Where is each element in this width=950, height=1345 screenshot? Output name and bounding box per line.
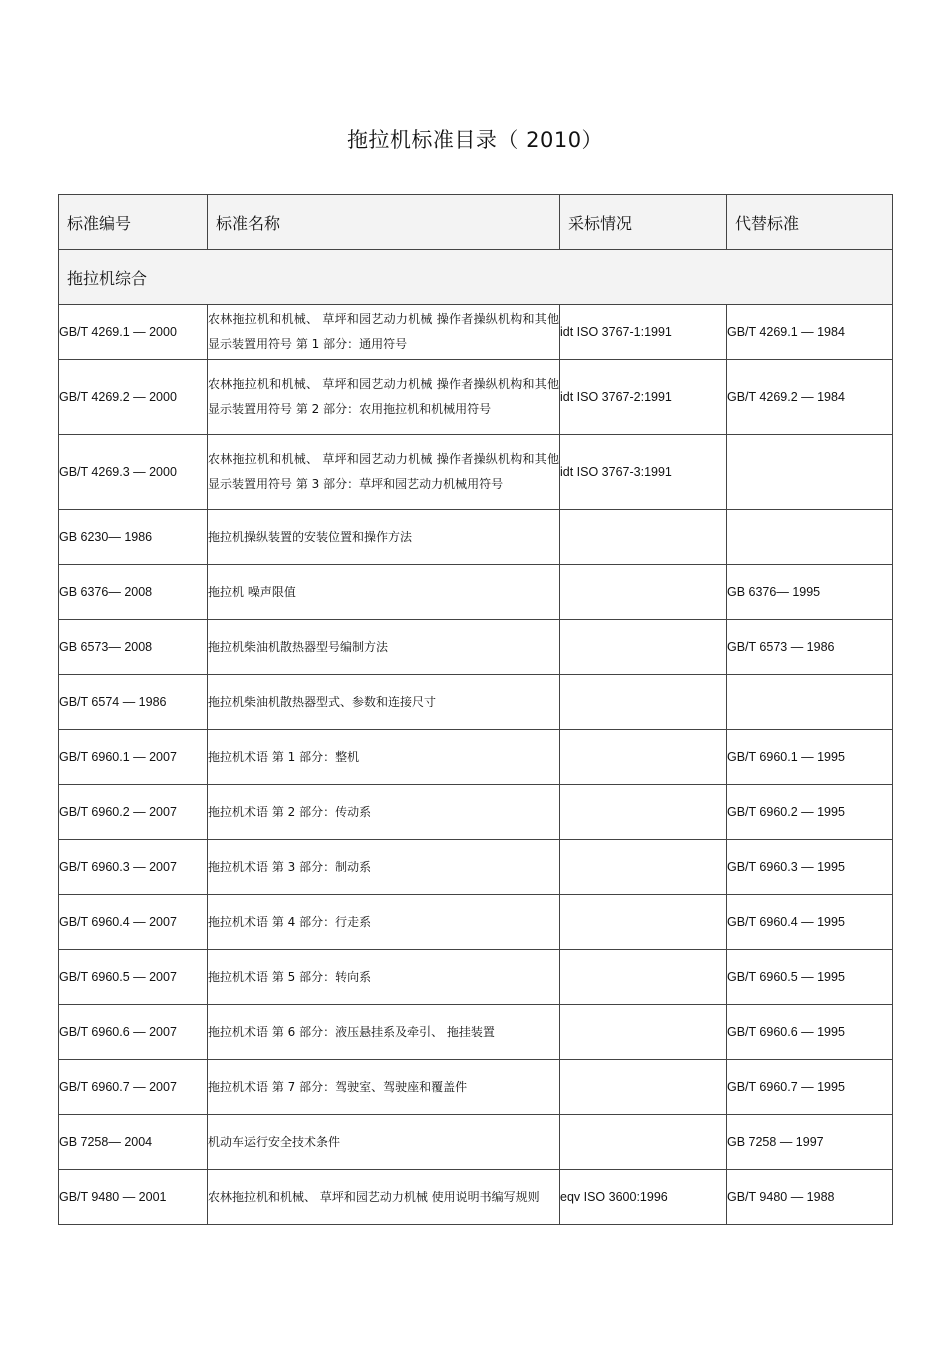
standard-code: GB/T 6960.4 — 2007 — [59, 895, 208, 950]
replaced-standard: GB 6376— 1995 — [727, 565, 893, 620]
standard-code: GB/T 6960.5 — 2007 — [59, 950, 208, 1005]
header-replaces: 代替标准 — [727, 195, 893, 250]
table-row — [59, 895, 893, 950]
standard-name: 拖拉机柴油机散热器型号编制方法 — [208, 620, 560, 675]
adoption-status — [560, 675, 727, 730]
standard-code: GB 6376— 2008 — [59, 565, 208, 620]
adoption-status: idt ISO 3767-3:1991 — [560, 435, 727, 510]
standard-code: GB/T 4269.1 — 2000 — [59, 305, 208, 360]
standard-name: 拖拉机术语 第 5 部分：转向系 — [208, 950, 560, 1005]
table-row — [59, 1115, 893, 1170]
standard-name: 农林拖拉机和机械、 草坪和园艺动力机械 操作者操纵机构和其他显示装置用符号 第 1 部分：通用符号 — [208, 305, 560, 360]
standard-code: GB 7258— 2004 — [59, 1115, 208, 1170]
adoption-status: idt ISO 3767-1:1991 — [560, 305, 727, 360]
table-row — [59, 1005, 893, 1060]
replaced-standard — [727, 510, 893, 565]
table-row — [59, 730, 893, 785]
replaced-standard: GB/T 9480 — 1988 — [727, 1170, 893, 1225]
replaced-standard: GB/T 4269.2 — 1984 — [727, 360, 893, 435]
table-row — [59, 620, 893, 675]
standard-name: 拖拉机术语 第 6 部分：液压悬挂系及牵引、 拖挂装置 — [208, 1005, 560, 1060]
table-row — [59, 435, 893, 510]
replaced-standard: GB/T 6960.3 — 1995 — [727, 840, 893, 895]
standard-code: GB 6230— 1986 — [59, 510, 208, 565]
adoption-status — [560, 785, 727, 840]
header-name: 标准名称 — [208, 195, 560, 250]
standard-code: GB/T 6574 — 1986 — [59, 675, 208, 730]
table-row — [59, 785, 893, 840]
replaced-standard: GB/T 6960.1 — 1995 — [727, 730, 893, 785]
standard-name: 拖拉机术语 第 3 部分：制动系 — [208, 840, 560, 895]
table-row — [59, 360, 893, 435]
standard-code: GB/T 6960.7 — 2007 — [59, 1060, 208, 1115]
table-row — [59, 950, 893, 1005]
section-title: 拖拉机综合 — [59, 250, 893, 305]
replaced-standard: GB/T 6960.6 — 1995 — [727, 1005, 893, 1060]
replaced-standard: GB 7258 — 1997 — [727, 1115, 893, 1170]
adoption-status — [560, 1060, 727, 1115]
replaced-standard: GB/T 6960.4 — 1995 — [727, 895, 893, 950]
standard-code: GB/T 4269.2 — 2000 — [59, 360, 208, 435]
document-title: 拖拉机标准目录（ 2010） — [346, 128, 604, 152]
section-row — [59, 250, 893, 305]
standard-code: GB/T 6960.2 — 2007 — [59, 785, 208, 840]
standard-code: GB/T 6960.3 — 2007 — [59, 840, 208, 895]
header-adoption: 采标情况 — [560, 195, 727, 250]
adoption-status — [560, 620, 727, 675]
replaced-standard: GB/T 6573 — 1986 — [727, 620, 893, 675]
replaced-standard: GB/T 6960.5 — 1995 — [727, 950, 893, 1005]
adoption-status — [560, 730, 727, 785]
standard-code: GB/T 9480 — 2001 — [59, 1170, 208, 1225]
replaced-standard: GB/T 6960.2 — 1995 — [727, 785, 893, 840]
standard-name: 农林拖拉机和机械、 草坪和园艺动力机械 操作者操纵机构和其他显示装置用符号 第 3 部分：草坪和园艺动力机械用符号 — [208, 435, 560, 510]
replaced-standard — [727, 675, 893, 730]
adoption-status: idt ISO 3767-2:1991 — [560, 360, 727, 435]
table-row — [59, 1170, 893, 1225]
standard-name: 农林拖拉机和机械、 草坪和园艺动力机械 操作者操纵机构和其他显示装置用符号 第 2 部分：农用拖拉机和机械用符号 — [208, 360, 560, 435]
standard-name: 拖拉机操纵装置的安装位置和操作方法 — [208, 510, 560, 565]
standard-name: 机动车运行安全技术条件 — [208, 1115, 560, 1170]
standards-table — [58, 194, 893, 1225]
standard-name: 拖拉机 噪声限值 — [208, 565, 560, 620]
standard-code: GB/T 6960.6 — 2007 — [59, 1005, 208, 1060]
adoption-status — [560, 895, 727, 950]
adoption-status: eqv ISO 3600:1996 — [560, 1170, 727, 1225]
table-row — [59, 675, 893, 730]
standard-name: 农林拖拉机和机械、 草坪和园艺动力机械 使用说明书编写规则 — [208, 1170, 560, 1225]
adoption-status — [560, 1115, 727, 1170]
standard-code: GB/T 4269.3 — 2000 — [59, 435, 208, 510]
table-row — [59, 305, 893, 360]
standard-code: GB/T 6960.1 — 2007 — [59, 730, 208, 785]
replaced-standard: GB/T 6960.7 — 1995 — [727, 1060, 893, 1115]
table-row — [59, 565, 893, 620]
adoption-status — [560, 840, 727, 895]
standard-name: 拖拉机柴油机散热器型式、参数和连接尺寸 — [208, 675, 560, 730]
header-code: 标准编号 — [59, 195, 208, 250]
standard-name: 拖拉机术语 第 2 部分：传动系 — [208, 785, 560, 840]
standard-code: GB 6573— 2008 — [59, 620, 208, 675]
standard-name: 拖拉机术语 第 7 部分：驾驶室、驾驶座和覆盖件 — [208, 1060, 560, 1115]
table-row — [59, 1060, 893, 1115]
standard-name: 拖拉机术语 第 1 部分：整机 — [208, 730, 560, 785]
table-row — [59, 840, 893, 895]
standard-name: 拖拉机术语 第 4 部分：行走系 — [208, 895, 560, 950]
adoption-status — [560, 950, 727, 1005]
adoption-status — [560, 510, 727, 565]
table-header-row — [59, 195, 893, 250]
replaced-standard — [727, 435, 893, 510]
replaced-standard: GB/T 4269.1 — 1984 — [727, 305, 893, 360]
table-row — [59, 510, 893, 565]
adoption-status — [560, 1005, 727, 1060]
adoption-status — [560, 565, 727, 620]
